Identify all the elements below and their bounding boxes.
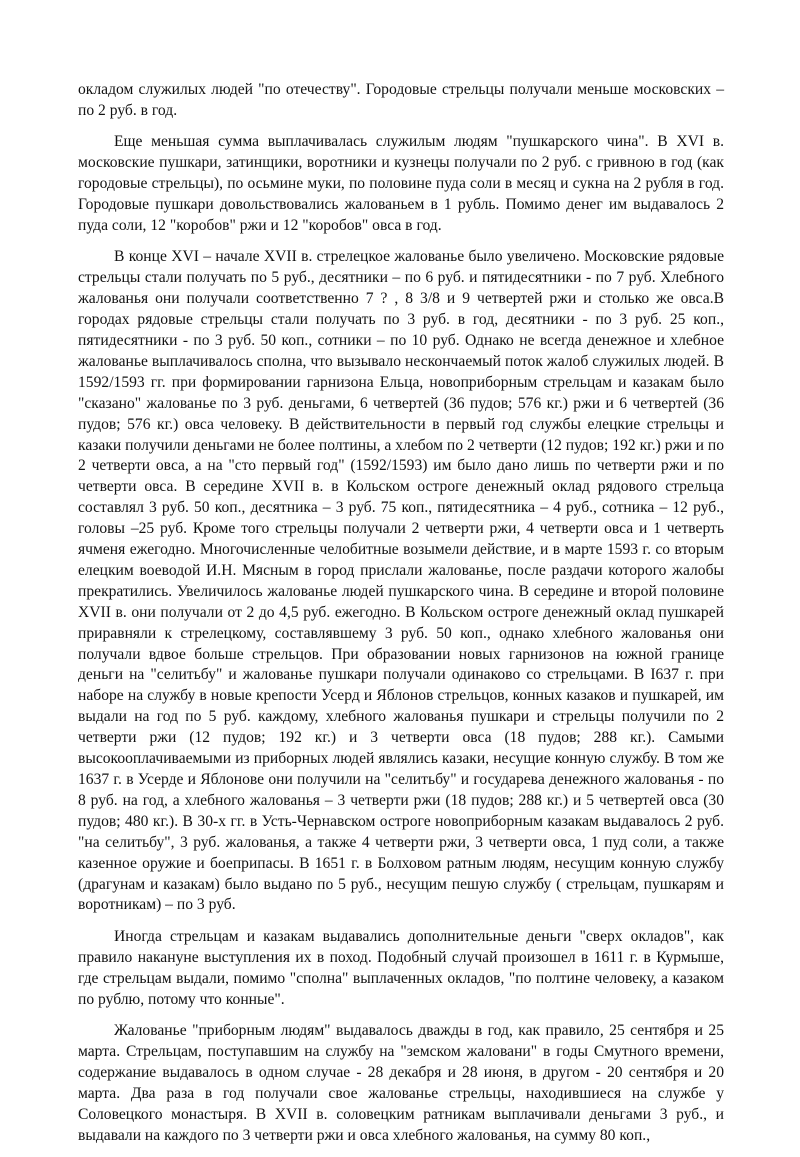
paragraph-continuation: окладом служилых людей "по отечеству". Городовые стрельцы получали меньше московских – по 2 руб. в год.: [78, 81, 724, 119]
paragraph-pushkar-rank: Еще меньшая сумма выплачивалась служилым людям "пушкарского чина". В XVI в. московские пушкари, затинщики, воротники и кузнецы получали по 2 руб. с гривною в год (как городовые стрельцы), по осьмине муки, по половине пуда соли в месяц и сукна на 2 рубля в год. Городовые пушкари довольствовались жалованьем в 1 рубль. Помимо денег им выдавалось 2 пуда соли, 12 "коробов" ржи и 12 "коробов" овса в год.: [78, 133, 724, 234]
paragraph-payment-schedule: Жалованье "приборным людям" выдавалось дважды в год, как правило, 25 сентября и 25 марта. Стрельцам, поступавшим на службу на "земском жаловани" в годы Смутного времени, содержание выдавалось в одном случае - 28 декабря и 28 июня, в другом - 20 сентября и 20 марта. Два раза в год получали свое жалованье стрельцы, находившиеся на службе у Соловецкого монастыря. В XVII в. соловецким ратникам выплачивали деньгами 3 руб., и выдавали на каждого по 3 четверти ржи и овса хлебного жалованья, на сумму 80 коп.,: [78, 1021, 724, 1144]
paragraph-salary-increase: В конце XVI – начале XVII в. стрелецкое жалованье было увеличено. Московские рядовые стрельцы стали получать по 5 руб., десятники – по 6 руб. и пятидесятники - по 7 руб. Хлебного жалованья они получали соответственно 7 ? , 8 3/8 и 9 четвертей ржи и столько же овса.В городах рядовые стрельцы стали получать по 3 руб. в год, десятники - по 3 руб. 25 коп., пятидесятники - по 3 руб. 50 коп., сотники – по 10 руб. Однако не всегда денежное и хлебное жалованье выплачивалось сполна, что вызывало нескончаемый поток жалоб служилых людей. В 1592/1593 гг. при формировании гарнизона Ельца, новоприборным стрельцам и казакам было "сказано" жалованье по 3 руб. деньгами, 6 четвертей (36 пудов; 576 кг.) ржи и 6 четвертей (36 пудов; 576 кг.) овса человеку. В действительности в первый год службы елецкие стрельцы и казаки получили деньгами не более полтины, а хлебом по 2 четверти (12 пудов; 192 кг.) ржи и по 2 четверти овса, а на "сто первый год" (1592/1593) им было дано лишь по четверти ржи и по четверти овса. В середине XVII в. в Кольском остроге денежный оклад рядового стрельца составлял 3 руб. 50 коп., десятника – 3 руб. 75 коп., пятидесятника – 4 руб., сотника – 12 руб., головы –25 руб. Кроме того стрельцы получали 2 четверти ржи, 4 четверти овса и 1 четверть ячменя ежегодно. Многочисленные челобитные возымели действие, и в марте 1593 г. со вторым елецким воеводой И.Н. Мясным в город прислали жалованье, после раздачи которого жалобы прекратились. Увеличилось жалованье людей пушкарского чина. В середине и второй половине XVII в. они получали от 2 до 4,5 руб. ежегодно. В Кольском остроге денежный оклад пушкарей приравняли к стрелецкому, составлявшему 3 руб. 50 коп., однако хлебного жалованья они получали вдвое больше стрельцов. При образовании новых гарнизонов на южной границе деньги на "селитьбу" и жалованье пушкари получали одинаково со стрельцами. В I637 г. при наборе на службу в новые крепости Усерд и Яблонов стрельцов, конных казаков и пушкарей, им выдали на год по 5 руб. каждому, хлебного жалованья пушкари и стрельцы получили по 2 четверти ржи (12 пудов; 192 кг.) и 3 четверти овса (18 пудов; 288 кг.). Самыми высокооплачиваемыми из приборных людей являлись казаки, несущие конную службу. В том же 1637 г. в Усерде и Яблонове они получили на "селитьбу" и государева денежного жалованья - по 8 руб. на год, а хлебного жалованья – 3 четверти ржи (18 пудов; 288 кг.) и 5 четвертей овса (30 пудов; 480 кг.). В 30-х гг. в Усть-Чернавском остроге новоприборным казакам выдавалось 2 руб. "на селитьбу", 3 руб. жалованья, а также 4 четверти ржи, 3 четверти овса, 1 пуд соли, а также казенное оружие и боеприпасы. В 1651 г. в Болховом ратным людям, несущим конную службу (драгунам и казакам) было выдано по 5 руб., несущим пешую службу ( стрельцам, пушкарям и воротникам) – по 3 руб.: [78, 248, 724, 914]
paragraph-extra-pay: Иногда стрельцам и казакам выдавались дополнительные деньги "сверх окладов", как правило накануне выступления их в поход. Подобный случай произошел в 1611 г. в Курмыше, где стрельцам выдали, помимо "сполна" выплаченных окладов, "по полтине человеку, а казаком по рублю, потому что конные".: [78, 927, 724, 1008]
document-page: [78, 80, 724, 1157]
